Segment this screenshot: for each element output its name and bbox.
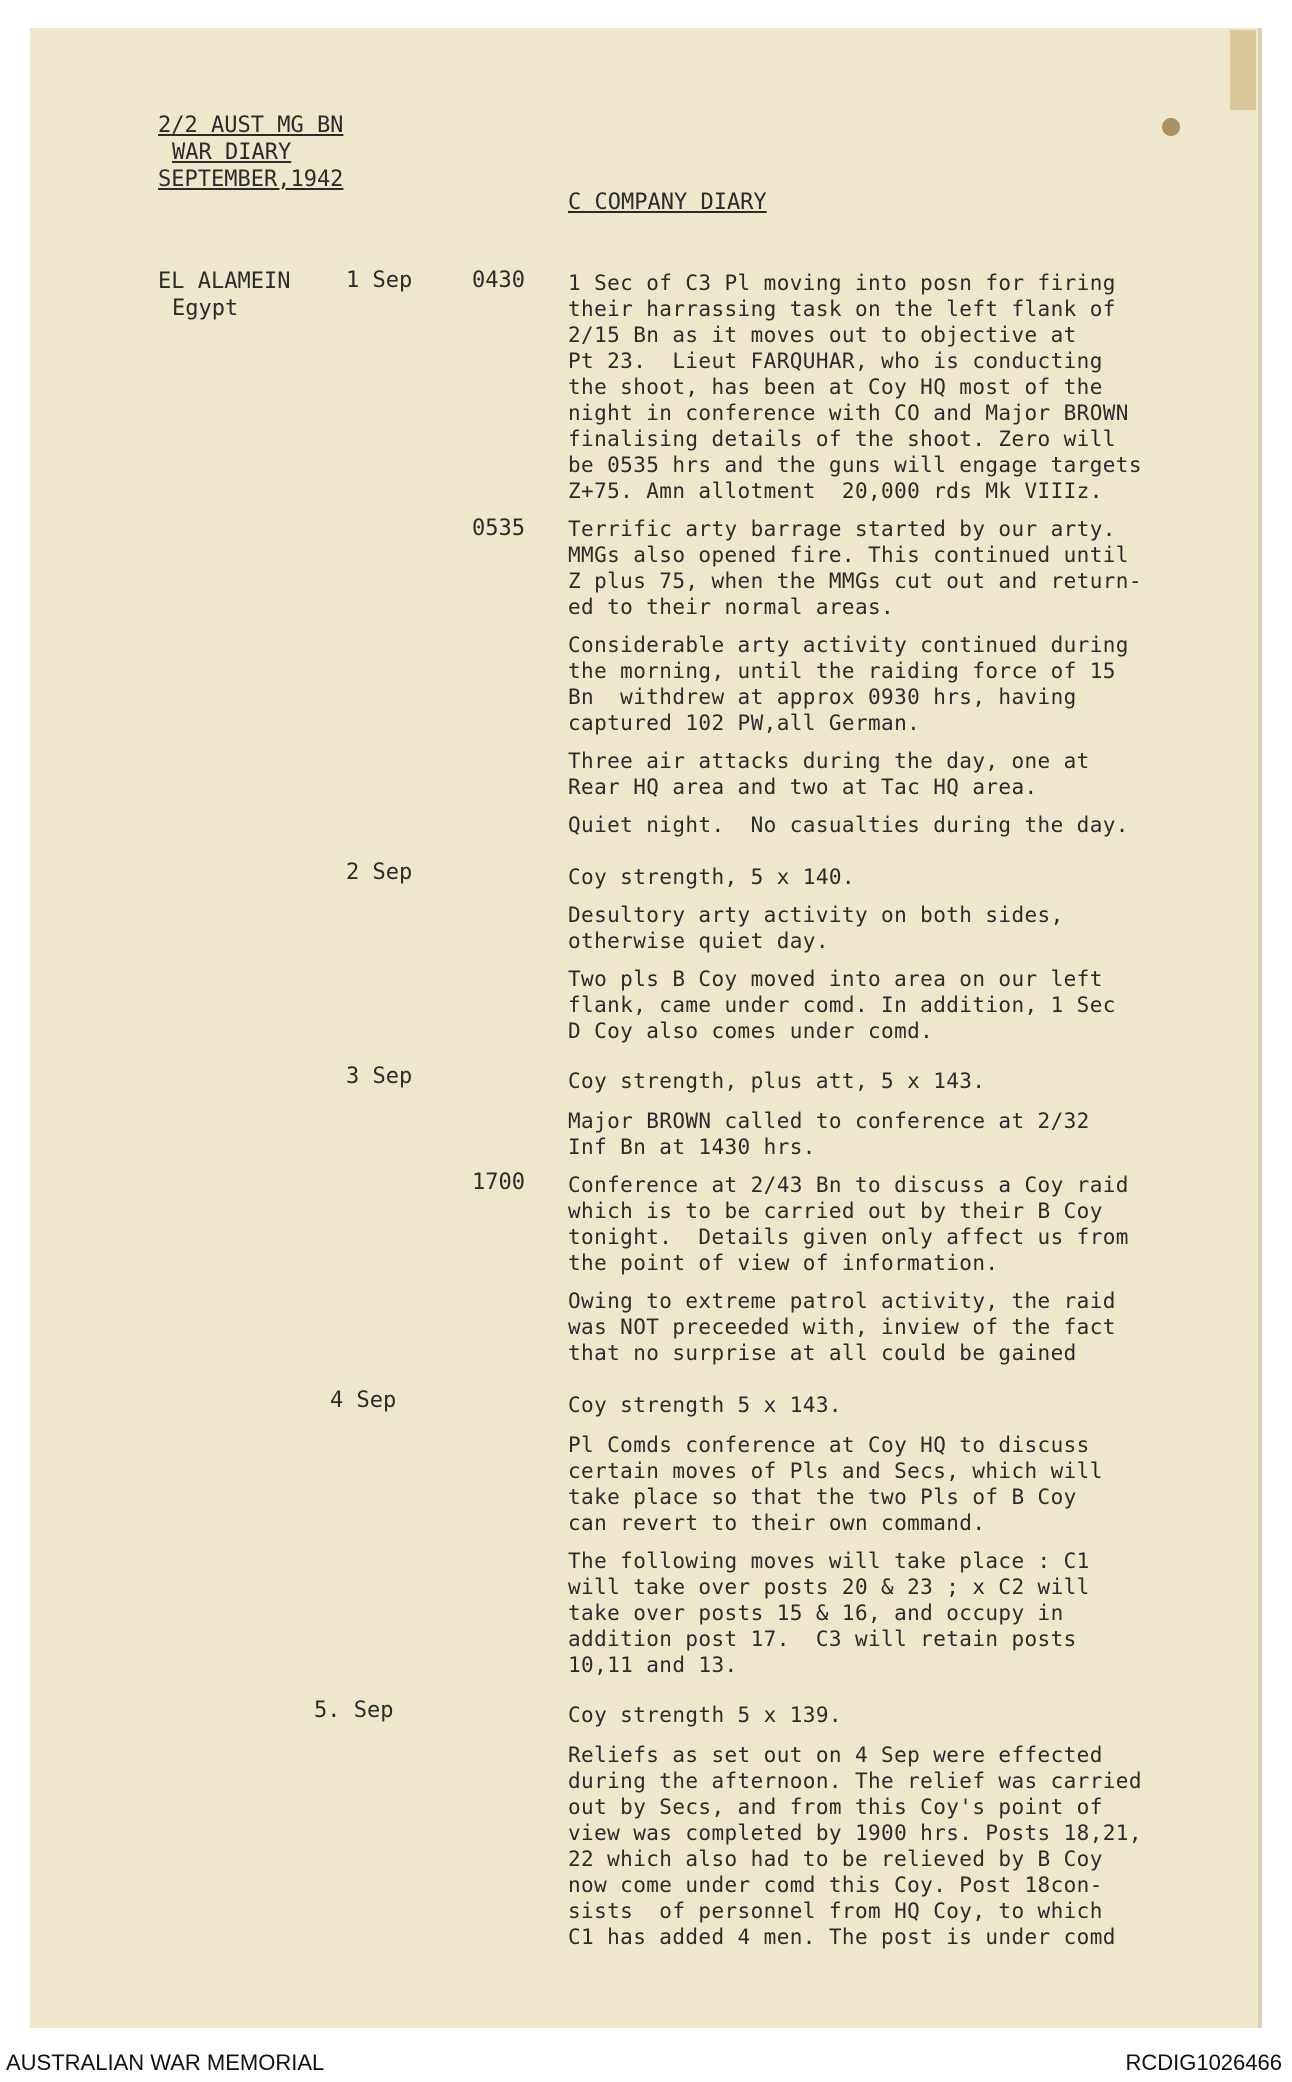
day-label: 5. Sep <box>314 1698 394 1723</box>
time-label: 1700 <box>472 1170 525 1195</box>
diary-entry: Reliefs as set out on 4 Sep were effected during the afternoon. The relief was carried out by Secs, and from this Coy's point of view was completed by 1900 hrs. Posts 18,21, 22 which also had to be relieved by B Coy now come under comd this Coy. Post 18con- sists of personnel from HQ Coy, to which C1 has added 4 men. The post is under comd <box>568 1743 1142 1949</box>
footer-source: AUSTRALIAN WAR MEMORIAL <box>6 2050 325 2075</box>
day-label: 1 Sep <box>346 268 413 293</box>
day-label: 2 Sep <box>346 860 413 885</box>
paper-stain <box>1230 30 1256 110</box>
diary-header <box>158 112 343 193</box>
place-line-1: EL ALAMEIN <box>158 269 291 294</box>
diary-entry: Conference at 2/43 Bn to discuss a Coy raid which is to be carried out by their B Coy tonight. Details given only affect us from the point of view of information. <box>568 1173 1129 1275</box>
unit-name: 2/2 AUST MG BN <box>158 113 344 138</box>
diary-entry: Three air attacks during the day, one at Rear HQ area and two at Tac HQ area. <box>568 749 1090 799</box>
diary-entry: Coy strength 5 x 139. <box>568 1703 842 1727</box>
diary-entry: Coy strength 5 x 143. <box>568 1393 842 1417</box>
ink-stain <box>1162 118 1180 136</box>
time-label: 0430 <box>472 268 525 293</box>
diary-entry: Considerable arty activity continued during the morning, until the raiding force of 15 Bn withdrew at approx 0930 hrs, having captured 102 PW,all German. <box>568 633 1129 735</box>
diary-entry: Terrific arty barrage started by our arty. MMGs also opened fire. This continued until Z plus 75, when the MMGs cut out and return- ed to their normal areas. <box>568 517 1142 619</box>
diary-entry: 1 Sec of C3 Pl moving into posn for firing their harrassing task on the left flank of 2/15 Bn as it moves out to objective at Pt 23. Lieut FARQUHAR, who is conducting the shoot, has been at Coy HQ most of the night in conference with CO and Major BROWN finalising details of the shoot. Zero will be 0535 hrs and the guns will engage targets Z+75. Amn allotment 20,000 rds Mk VIIIz. <box>568 271 1142 503</box>
diary-entry: Two pls B Coy moved into area on our left flank, came under comd. In addition, 1 Sec D Coy also comes under comd. <box>568 967 1116 1043</box>
diary-label: WAR DIARY <box>172 140 292 165</box>
diary-entry: Coy strength, 5 x 140. <box>568 865 855 889</box>
diary-month: SEPTEMBER,1942 <box>158 167 344 192</box>
diary-entry: Pl Comds conference at Coy HQ to discuss certain moves of Pls and Secs, which will take place so that the two Pls of B Coy can revert to their own command. <box>568 1433 1103 1535</box>
diary-entry: Desultory arty activity on both sides, otherwise quiet day. <box>568 903 1064 953</box>
diary-entry: Major BROWN called to conference at 2/32 Inf Bn at 1430 hrs. <box>568 1109 1090 1159</box>
time-label: 0535 <box>472 516 525 541</box>
day-label: 4 Sep <box>330 1388 397 1413</box>
diary-entry: Quiet night. No casualties during the day. <box>568 813 1129 837</box>
company-title: C COMPANY DIARY <box>568 190 767 215</box>
diary-entry: Owing to extreme patrol activity, the raid was NOT preceeded with, inview of the fact that no surprise at all could be gained <box>568 1289 1116 1365</box>
place-label <box>158 268 290 322</box>
diary-entry: Coy strength, plus att, 5 x 143. <box>568 1069 986 1093</box>
diary-entry: The following moves will take place : C1 will take over posts 20 & 23 ; x C2 will take over posts 15 & 16, and occupy in addition post 17. C3 will retain posts 10,11 and 13. <box>568 1549 1090 1677</box>
day-label: 3 Sep <box>346 1064 413 1089</box>
footer-id: RCDIG1026466 <box>1125 2050 1282 2075</box>
place-line-2: Egypt <box>172 296 239 321</box>
